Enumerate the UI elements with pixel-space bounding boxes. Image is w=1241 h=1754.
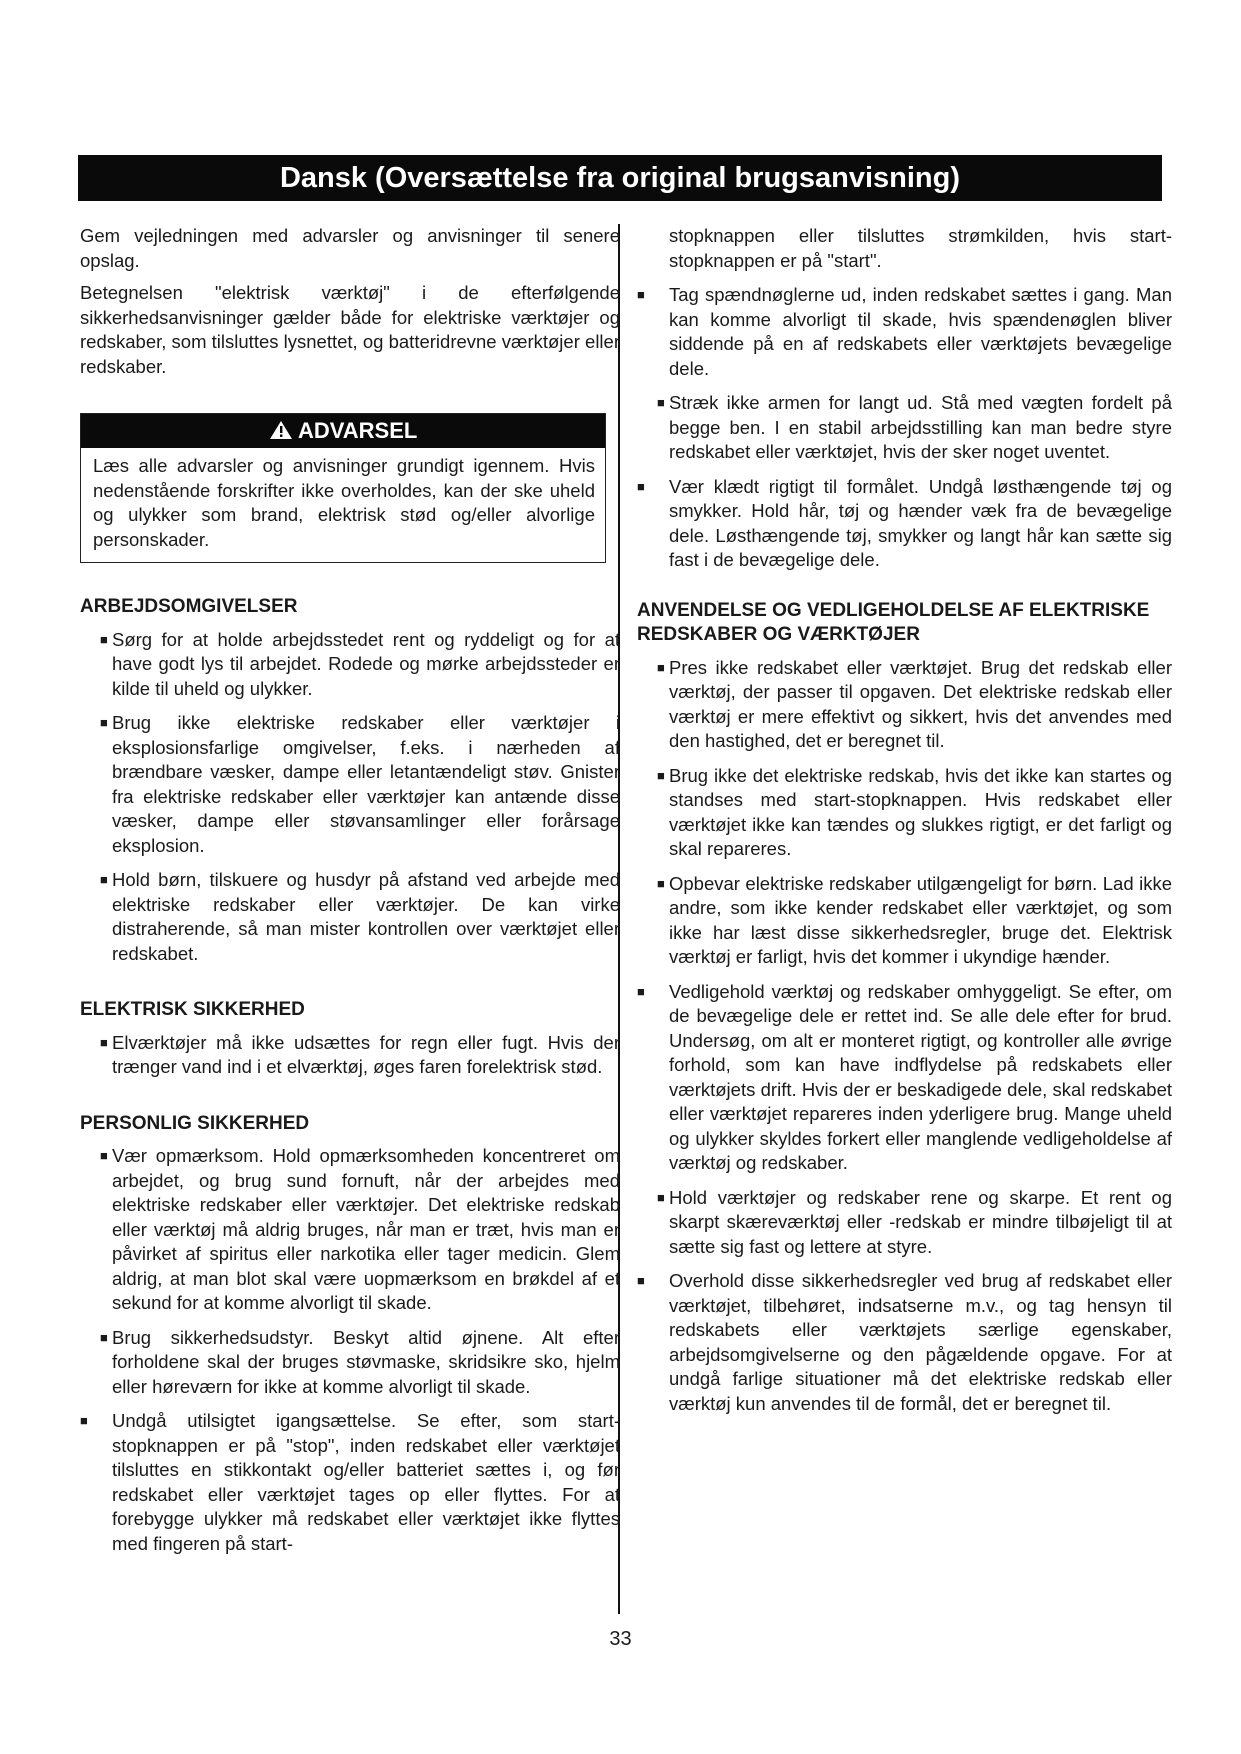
- list-item: ■ Undgå utilsigtet igangsættelse. Se efter, som start-stopknappen er på "stop", inden redskabet eller værktøjet tilsluttes en stikkontakt og/eller batteriet sættes i, og før redskabet eller værktøjet tages op eller flyttes. For at forebygge ulykker må redskabet eller værktøjet ikke flyttes med fingeren på start-: [80, 1410, 620, 1554]
- page-number: 33: [609, 1628, 632, 1650]
- list-item: ■ Tag spændnøglerne ud, inden redskabet sættes i gang. Man kan komme alvorligt til skade, hvis spændenøglen bliver siddende på en af redskabets eller værktøjets bevægelige dele.: [637, 284, 1172, 379]
- bullet-icon: ■: [100, 1148, 108, 1163]
- list-item: ■ Brug ikke det elektriske redskab, hvis det ikke kan startes og standses med start-stopknappen. Hvis redskabet eller værktøjet ikke kan tændes og slukkes rigtigt, er det farligt og skal repareres.: [657, 764, 1172, 859]
- list-item: ■ Pres ikke redskabet eller værktøjet. Brug det redskab eller værktøj, der passer til opgaven. Det elektriske redskab eller værktøj er mere effektivt og sikkert, hvis det anvendes med den hastighed, det er beregnet til.: [657, 656, 1172, 751]
- bullet-icon: ■: [657, 659, 665, 675]
- list-item: ■ Brug ikke elektriske redskaber eller værktøjer i eksplosionsfarlige omgivelser, f.eks. i nærheden af brændbare væsker, dampe eller letantændeligt støv. Gnister fra elektriske redskaber eller værktøjer kan antænde disse væsker, dampe eller støvansamlinger eller forårsage eksplosion.: [100, 712, 620, 856]
- bullet-icon: ■: [637, 1273, 645, 1288]
- section-title-personal: PERSONLIG SIKKERHED: [80, 1112, 310, 1134]
- bullet-icon: ■: [637, 478, 645, 494]
- bullet-icon: ■: [637, 287, 645, 302]
- bullet-icon: ■: [637, 983, 645, 999]
- list-item: ■ Vedligehold værktøj og redskaber omhyggeligt. Se efter, om de bevægelige dele er rettet ind. Se alle dele efter for brud. Undersøg, om alt er monteret rigtigt, og kontroller alle øvrige forhold, som kan have indflydelse på redskabets eller værktøjets drift. Hvis der er beskadigede dele, skal redskabet eller værktøjet repareres inden yderligere brug. Mange uheld og ulykker skyldes forkert eller manglende vedligeholdelse af værktøj og redskaber.: [637, 980, 1172, 1173]
- bullet-icon: ■: [100, 1034, 108, 1050]
- list-item: ■ Vær opmærksom. Hold opmærksomheden koncentreret om arbejdet, og brug sund fornuft, når der arbejdes med elektriske redskaber eller værktøjer. Det elektriske redskab eller værktøj må aldrig bruges, når man er træt, hvis man er påvirket af spiritus eller narkotika eller tager medicin. Glem aldrig, at man blot skal være uopmærksom en brøkdel af et sekund for at komme alvorligt til skade.: [100, 1145, 620, 1313]
- section-title-electrical: ELEKTRISK SIKKERHED: [80, 999, 305, 1020]
- warning-title: ADVARSEL: [297, 418, 418, 443]
- left-column: [80, 224, 620, 1566]
- list-item: ■ Stræk ikke armen for langt ud. Stå med vægten fordelt på begge ben. I en stabil arbejdsstilling kan man bedre styre redskabet eller værktøjet, hvis der sker noget uventet.: [657, 392, 1172, 462]
- right-column: [637, 224, 1172, 1426]
- list-item: ■ Hold værktøjer og redskaber rene og skarpe. Et rent og skarpt skæreværktøj eller -redskab er mindre tilbøjeligt til at sætte sig fast og lettere at styre.: [657, 1186, 1172, 1257]
- bullet-icon: ■: [100, 631, 108, 647]
- bullet-icon: ■: [100, 1329, 108, 1345]
- list-item: ■ Overhold disse sikkerhedsregler ved brug af redskabet eller værktøjet, tilbehøret, indsatserne m.v., og tag hensyn til redskabets eller værktøjets særlige egenskaber, arbejdsomgivelserne og den pågældende opgave. For at undgå farlige situationer må det elektriske redskab eller værktøj kun anvendes til de formål, det er beregnet til.: [637, 1270, 1172, 1414]
- list-item: ■ Hold børn, tilskuere og husdyr på afstand ved arbejde med elektriske redskaber eller værktøjer. De kan virke distraherende, så man mister kontrollen over værktøjet eller redskabet.: [100, 869, 620, 964]
- list-item: ■ Opbevar elektriske redskaber utilgængeligt for børn. Lad ikke andre, som ikke kender redskabet eller værktøjet, og som ikke har læst disse sikkerhedsregler, bruge det. Elektrisk værktøj er farligt, hvis det kommer i ukyndige hænder.: [657, 872, 1172, 967]
- warning-header: [81, 414, 605, 448]
- section-title-work-area: ARBEJDSOMGIVELSER: [80, 596, 298, 617]
- bullet-icon: ■: [657, 875, 665, 891]
- list-item: ■ Vær klædt rigtigt til formålet. Undgå løsthængende tøj og smykker. Hold hår, tøj og hænder væk fra de bevægelige dele. Løsthængende tøj, smykker og langt hår kan sætte sig fast i de bevægelige dele.: [637, 475, 1172, 570]
- list-item-continuation: stopknappen eller tilsluttes strømkilden, hvis start-stopknappen er på "start".: [669, 225, 1172, 271]
- list-item: ■ Sørg for at holde arbejdsstedet rent og ryddeligt og for at have godt lys til arbejdet. Rodede og mørke arbejdssteder er kilde til uheld og ulykker.: [100, 628, 620, 699]
- page-header: Dansk (Oversættelse fra original brugsanvisning): [78, 155, 1162, 201]
- warning-text: Læs alle advarsler og anvisninger grundigt igennem. Hvis nedenstående forskrifter ikke overholdes, kan der ske uheld og ulykker som brand, elektrisk stød og/eller alvorlige personskader.: [93, 455, 595, 550]
- bullet-icon: ■: [657, 395, 665, 410]
- warning-triangle-icon: [269, 420, 293, 440]
- bullet-icon: ■: [100, 715, 108, 730]
- intro-paragraph-1: Gem vejledningen med advarsler og anvisninger til senere opslag.: [80, 225, 620, 271]
- warning-box: [80, 413, 606, 563]
- list-item: ■ Elværktøjer må ikke udsættes for regn eller fugt. Hvis der trænger vand ind i et elværktøj, øges faren forelektrisk stød.: [100, 1031, 620, 1077]
- bullet-icon: ■: [657, 767, 665, 783]
- bullet-icon: ■: [657, 1189, 665, 1205]
- intro-paragraph-2: Betegnelsen "elektrisk værktøj" i de efterfølgende sikkerhedsanvisninger gælder både for elektriske værktøjer og redskaber, som tilsluttes lysnettet, og batteridrevne værktøjer eller redskaber.: [80, 282, 620, 377]
- list-item: ■ Brug sikkerhedsudstyr. Beskyt altid øjnene. Alt efter forholdene skal der bruges støvmaske, skridsikre sko, hjelm eller høreværn for ikke at komme alvorligt til skade.: [100, 1326, 620, 1397]
- bullet-icon: ■: [80, 1413, 88, 1428]
- bullet-icon: ■: [100, 872, 108, 887]
- section-title-use-care: ANVENDELSE OG VEDLIGEHOLDELSE AF ELEKTRISKE REDSKABER OG VÆRKTØJER: [637, 599, 1150, 645]
